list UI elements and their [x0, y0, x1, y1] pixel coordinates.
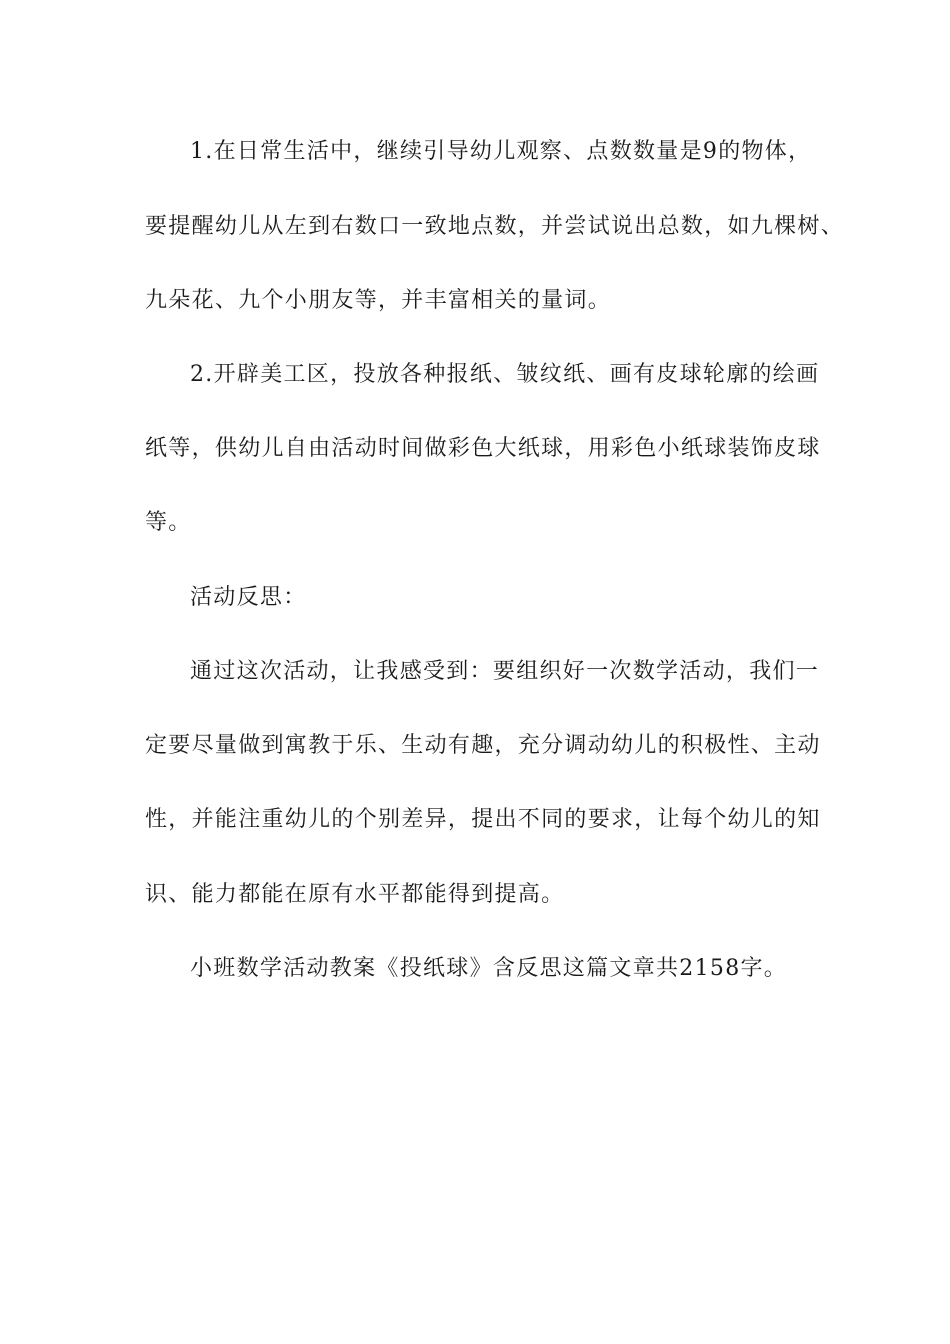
text-line: 定要尽量做到寓教于乐、生动有趣，充分调动幼儿的积极性、主动 [145, 733, 821, 758]
text-line: 2.开辟美工区，投放各种报纸、皱纹纸、画有皮球轮廓的绘画 [190, 362, 820, 387]
text-line: 小班数学活动教案《投纸球》含反思这篇文章共2158字。 [190, 956, 788, 981]
text-line: 等。 [145, 510, 192, 535]
text-line: 通过这次活动，让我感受到：要组织好一次数学活动，我们一 [190, 659, 820, 684]
text-line: 识、能力都能在原有水平都能得到提高。 [145, 882, 565, 907]
text-line: 纸等，供幼儿自由活动时间做彩色大纸球，用彩色小纸球装饰皮球 [145, 436, 821, 461]
text-line: 性，并能注重幼儿的个别差异，提出不同的要求，让每个幼儿的知 [145, 807, 821, 832]
text-line: 九朵花、九个小朋友等，并丰富相关的量词。 [145, 288, 612, 313]
text-line: 1.在日常生活中，继续引导幼儿观察、点数数量是9的物体， [190, 139, 812, 164]
section-heading: 活动反思： [190, 585, 307, 610]
text-line: 要提醒幼儿从左到右数口一致地点数，并尝试说出总数，如九棵树、 [145, 214, 845, 239]
